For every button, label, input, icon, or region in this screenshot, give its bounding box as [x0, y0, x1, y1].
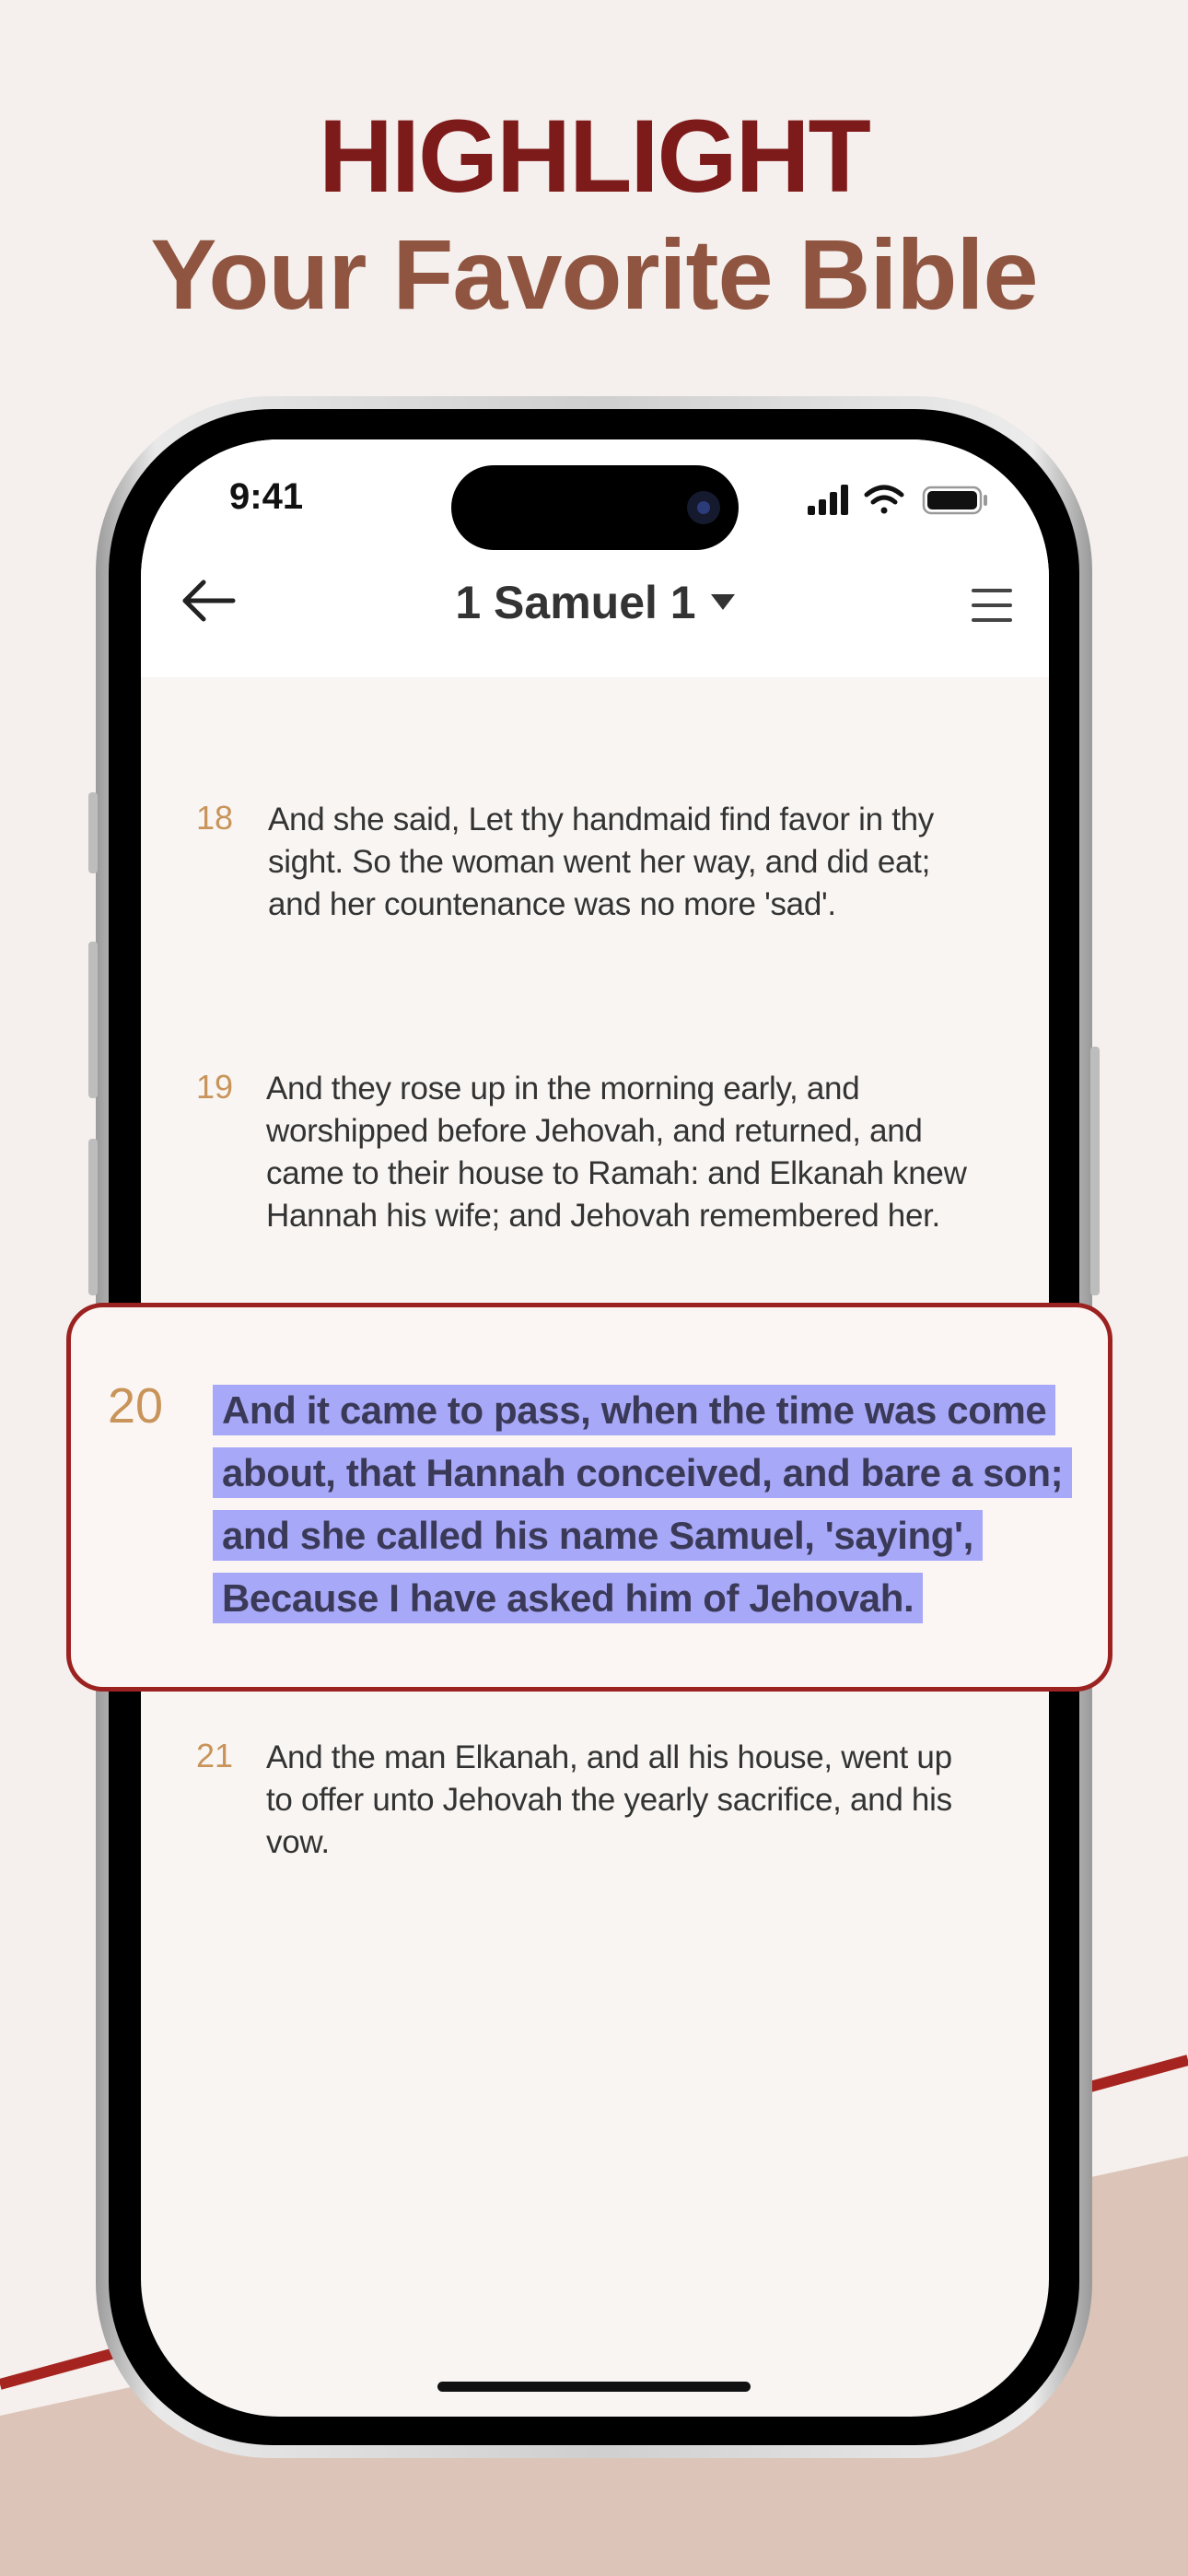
headline-title: HIGHLIGHT — [319, 99, 869, 214]
hamburger-menu-icon — [973, 591, 1010, 620]
verse-text: And the man Elkanah, and all his house, went up to offer unto Jehovah the yearly sacrifice, and his vow. — [266, 1739, 952, 1860]
caret-down-icon — [711, 594, 735, 610]
chapter-title: 1 Samuel 1 — [455, 577, 696, 628]
highlighted-verse-number: 20 — [108, 1378, 164, 1434]
headline-subtitle: Your Favorite Bible — [150, 218, 1038, 330]
wifi-icon — [867, 487, 902, 514]
status-time: 9:41 — [229, 476, 304, 517]
signal-bars-icon — [808, 485, 848, 515]
camera-icon — [687, 491, 720, 524]
verse-number: 19 — [196, 1068, 234, 1106]
phone-power-button — [1090, 1047, 1100, 1295]
verse-text: And she said, Let thy handmaid find favor in thy sight. So the woman went her way, and did eat; and her countenance was no more 'sad'. — [268, 802, 934, 922]
menu-button[interactable] — [970, 585, 1014, 626]
highlighted-verse-text[interactable] — [213, 1379, 1097, 1630]
highlight-mark: And it came to pass, when the time was come about, that Hannah conceived, and bare a son; and she called his name Samuel, 'saying', Because I have asked him of Jehovah. — [213, 1385, 1072, 1623]
dynamic-island — [451, 465, 739, 550]
home-indicator[interactable] — [437, 2382, 751, 2392]
top-bar — [141, 439, 1049, 677]
phone-volume-down-button — [88, 1139, 98, 1295]
battery-icon — [924, 487, 987, 513]
status-icons — [808, 482, 992, 519]
phone-volume-up-button — [88, 942, 98, 1098]
verse-text: And they rose up in the morning early, and worshipped before Jehovah, and returned, and came to their house to Ramah: and Elkanah knew Hannah his wife; and Jehovah remembered her. — [266, 1071, 967, 1234]
phone-action-button — [88, 792, 98, 873]
verse-number: 18 — [196, 799, 234, 837]
verse-number: 21 — [196, 1737, 234, 1774]
highlighted-verse-card[interactable] — [66, 1303, 1112, 1692]
chapter-selector[interactable] — [141, 576, 1049, 629]
